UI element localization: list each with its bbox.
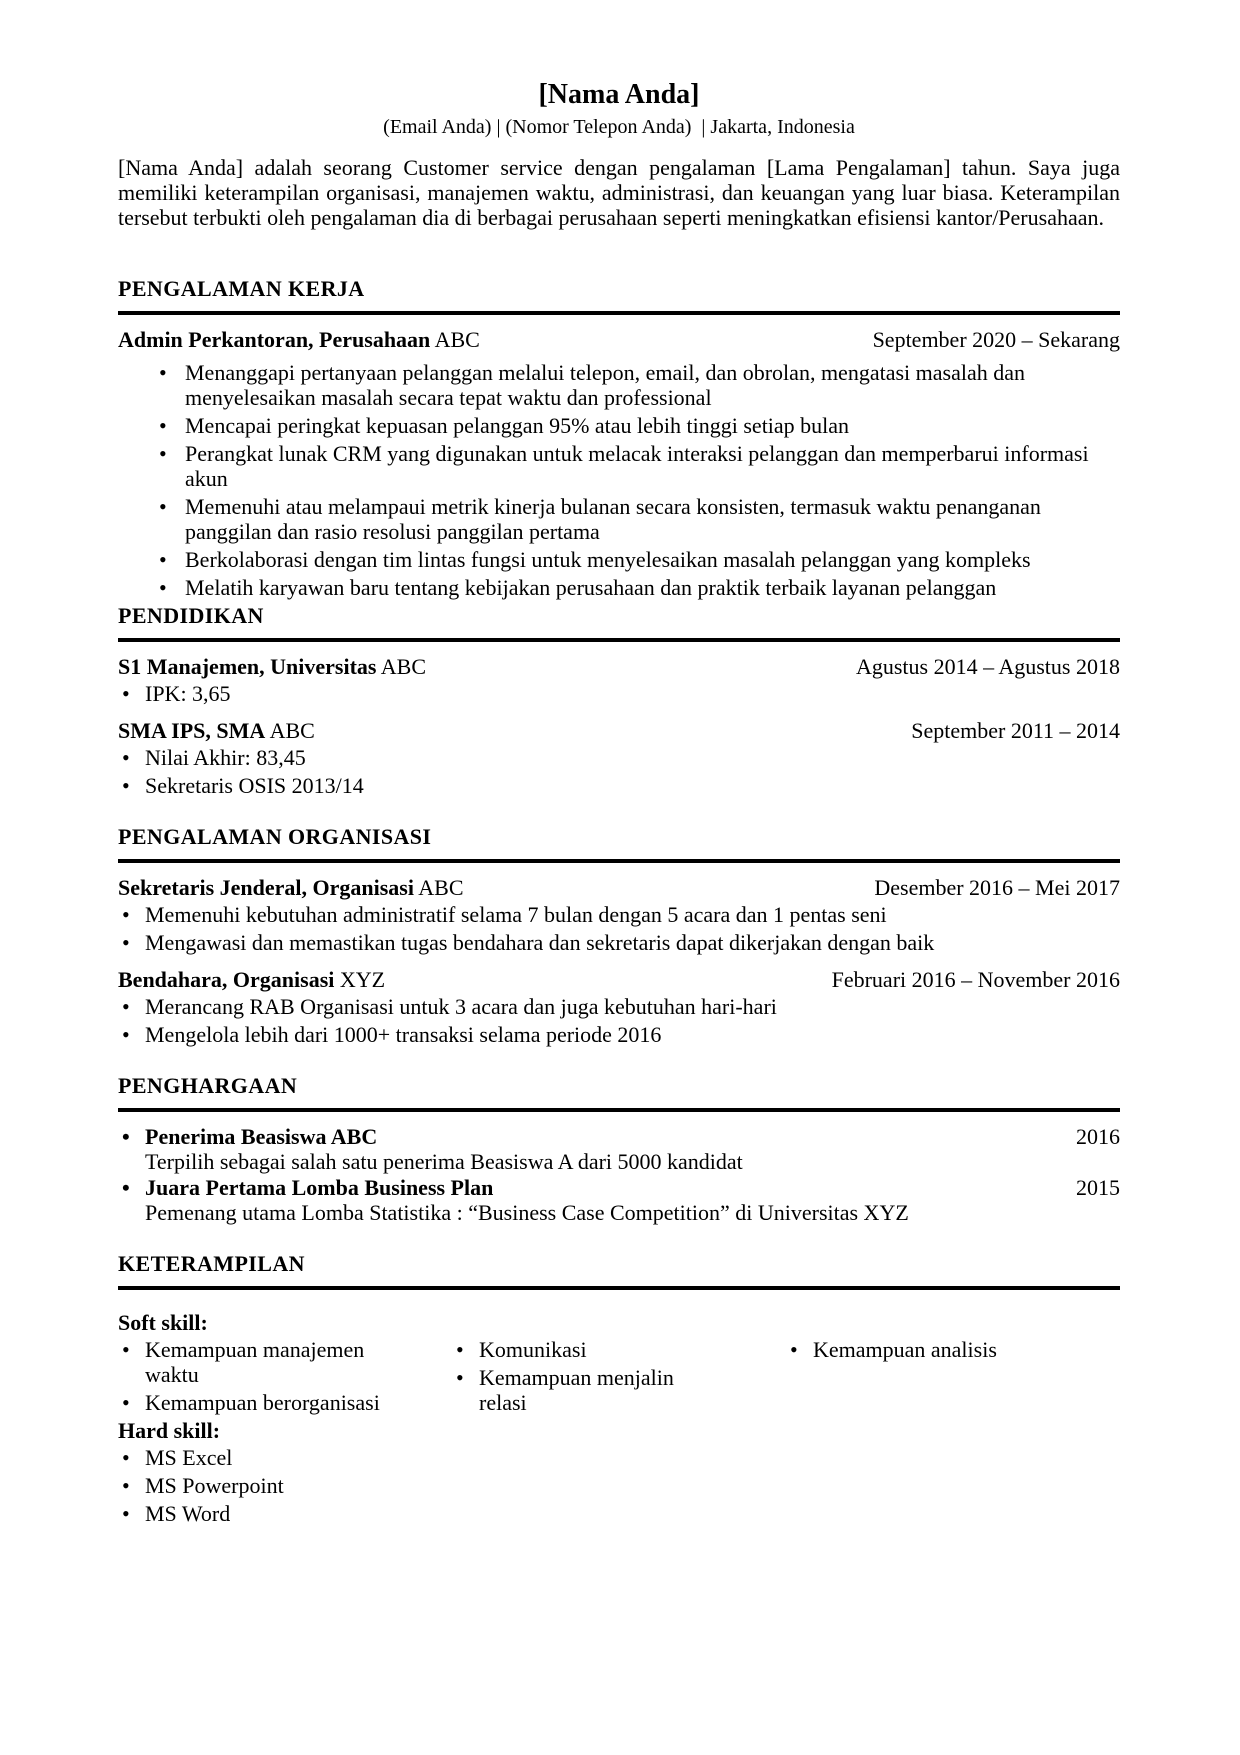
award-title: • Juara Pertama Lomba Business Plan: [145, 1175, 494, 1200]
soft-skill-column: [452, 1337, 786, 1418]
soft-skill-columns: [118, 1337, 1120, 1418]
soft-skill-column: [118, 1337, 452, 1418]
organization-title-suffix: ABC: [413, 875, 464, 900]
organization-entry-header: [118, 875, 1120, 900]
section-heading-skills: KETERAMPILAN: [118, 1251, 305, 1276]
job-title-suffix: ABC: [430, 327, 480, 352]
bullet-item: • Kemampuan menjalin relasi: [452, 1365, 786, 1415]
education-bullet-list: [118, 745, 1120, 798]
section-work: [118, 276, 1120, 600]
award-description: Pemenang utama Lomba Statistika : “Business Case Competition” di Universitas XYZ: [145, 1200, 909, 1225]
organization-title-main: Bendahara, Organisasi: [118, 967, 335, 992]
bullet-item: • Mengelola lebih dari 1000+ transaksi selama periode 2016: [118, 1022, 1120, 1047]
award-year: 2016: [1076, 1124, 1120, 1149]
name-title: [Nama Anda]: [538, 79, 700, 110]
bullet-item: • Kemampuan analisis: [786, 1337, 1120, 1362]
bullet-item: • Perangkat lunak CRM yang digunakan untuk melacak interaksi pelanggan dan memperbarui informasi akun: [118, 441, 1120, 491]
section-heading-organization: PENGALAMAN ORGANISASI: [118, 824, 432, 849]
soft-skill-column: [786, 1337, 1120, 1418]
organization-entry-header: [118, 967, 1120, 992]
bullet-item: • MS Word: [118, 1501, 1120, 1526]
hard-skill-label: Hard skill:: [118, 1418, 221, 1443]
organization-entry: [118, 875, 1120, 955]
education-title-main: S1 Manajemen, Universitas: [118, 654, 377, 679]
organization-bullet-list: [118, 994, 1120, 1047]
organization-entry: [118, 967, 1120, 1047]
job-title-main: Admin Perkantoran, Perusahaan: [118, 327, 431, 352]
summary-paragraph: [Nama Anda] adalah seorang Customer service dengan pengalaman [Lama Pengalaman] tahun. Saya juga memiliki keterampilan organisasi, manajemen waktu, administrasi, dan keuangan yang luar biasa. Keterampilan tersebut terbukti oleh pengalaman dia di berbagai perusahaan seperti meningkatkan efisiensi kantor/Perusahaan.: [118, 155, 1120, 230]
bullet-item: • Nilai Akhir: 83,45: [118, 745, 1120, 770]
section-divider: [118, 638, 1120, 642]
award-item: [118, 1124, 1120, 1174]
bullet-item: • MS Powerpoint: [118, 1473, 1120, 1498]
awards-list: [118, 1124, 1120, 1225]
section-organization: [118, 824, 1120, 1047]
section-divider: [118, 1286, 1120, 1290]
organization-period: Desember 2016 – Mei 2017: [874, 875, 1120, 900]
section-skills: [118, 1251, 1120, 1526]
organization-title: [118, 967, 385, 992]
job-title: [118, 327, 480, 352]
award-description: Terpilih sebagai salah satu penerima Beasiswa A dari 5000 kandidat: [145, 1149, 743, 1174]
job-entry-header: [118, 327, 1120, 352]
education-title: [118, 654, 426, 679]
award-header: [145, 1124, 1120, 1149]
resume-header: [118, 78, 1120, 230]
education-period: Agustus 2014 – Agustus 2018: [855, 654, 1120, 679]
education-entry-header: [118, 718, 1120, 743]
education-title-main: SMA IPS, SMA: [118, 718, 266, 743]
section-divider: [118, 859, 1120, 863]
award-item: [118, 1175, 1120, 1225]
job-entry: [118, 327, 1120, 600]
bullet-item: • Kemampuan berorganisasi: [118, 1390, 452, 1415]
organization-title: [118, 875, 464, 900]
bullet-item: • IPK: 3,65: [118, 681, 1120, 706]
organization-period: Februari 2016 – November 2016: [831, 967, 1120, 992]
education-title: [118, 718, 315, 743]
section-education-body: [118, 654, 1120, 798]
award-title: • Penerima Beasiswa ABC: [145, 1124, 378, 1149]
education-bullet-list: [118, 681, 1120, 706]
section-heading-awards: PENGHARGAAN: [118, 1073, 298, 1098]
section-heading-work: PENGALAMAN KERJA: [118, 276, 365, 301]
job-bullet-list: [118, 360, 1120, 600]
bullet-item: • Kemampuan manajemen waktu: [118, 1337, 452, 1387]
section-work-body: [118, 327, 1120, 600]
job-period: September 2020 – Sekarang: [872, 327, 1120, 352]
soft-skill-label: Soft skill:: [118, 1310, 208, 1335]
section-awards: [118, 1073, 1120, 1225]
bullet-item: • Mencapai peringkat kepuasan pelanggan 95% atau lebih tinggi setiap bulan: [118, 413, 1120, 438]
bullet-item: • Sekretaris OSIS 2013/14: [118, 773, 1120, 798]
education-entry-header: [118, 654, 1120, 679]
bullet-item: • MS Excel: [118, 1445, 1120, 1470]
hard-skill-list: [118, 1445, 1120, 1526]
section-heading-education: PENDIDIKAN: [118, 603, 264, 628]
section-awards-body: [118, 1124, 1120, 1225]
bullet-item: • Merancang RAB Organisasi untuk 3 acara dan juga kebutuhan hari-hari: [118, 994, 1120, 1019]
bullet-item: • Memenuhi kebutuhan administratif selama 7 bulan dengan 5 acara dan 1 pentas seni: [118, 902, 1120, 927]
organization-bullet-list: [118, 902, 1120, 955]
education-entry: [118, 718, 1120, 798]
bullet-item: • Mengawasi dan memastikan tugas bendahara dan sekretaris dapat dikerjakan dengan baik: [118, 930, 1120, 955]
section-divider: [118, 1108, 1120, 1112]
education-period: September 2011 – 2014: [911, 718, 1120, 743]
education-entry: [118, 654, 1120, 706]
bullet-item: • Melatih karyawan baru tentang kebijakan perusahaan dan praktik terbaik layanan pelanggan: [118, 575, 1120, 600]
bullet-item: • Memenuhi atau melampaui metrik kinerja bulanan secara konsisten, termasuk waktu penanganan panggilan dan rasio resolusi panggilan pertama: [118, 494, 1120, 544]
section-divider: [118, 311, 1120, 315]
bullet-item: • Berkolaborasi dengan tim lintas fungsi untuk menyelesaikan masalah pelanggan yang kompleks: [118, 547, 1120, 572]
education-title-suffix: ABC: [265, 718, 315, 743]
section-education: [118, 603, 1120, 798]
section-organization-body: [118, 875, 1120, 1047]
contact-line: (Email Anda) | (Nomor Telepon Anda) | Jakarta, Indonesia: [383, 116, 855, 138]
bullet-item: • Komunikasi: [452, 1337, 786, 1362]
bullet-item: • Menanggapi pertanyaan pelanggan melalui telepon, email, dan obrolan, mengatasi masalah dan menyelesaikan masalah secara tepat waktu dan professional: [118, 360, 1120, 410]
award-header: [145, 1175, 1120, 1200]
organization-title-suffix: XYZ: [334, 967, 386, 992]
organization-title-main: Sekretaris Jenderal, Organisasi: [118, 875, 414, 900]
education-title-suffix: ABC: [376, 654, 427, 679]
award-year: 2015: [1076, 1175, 1120, 1200]
section-skills-body: [118, 1310, 1120, 1526]
